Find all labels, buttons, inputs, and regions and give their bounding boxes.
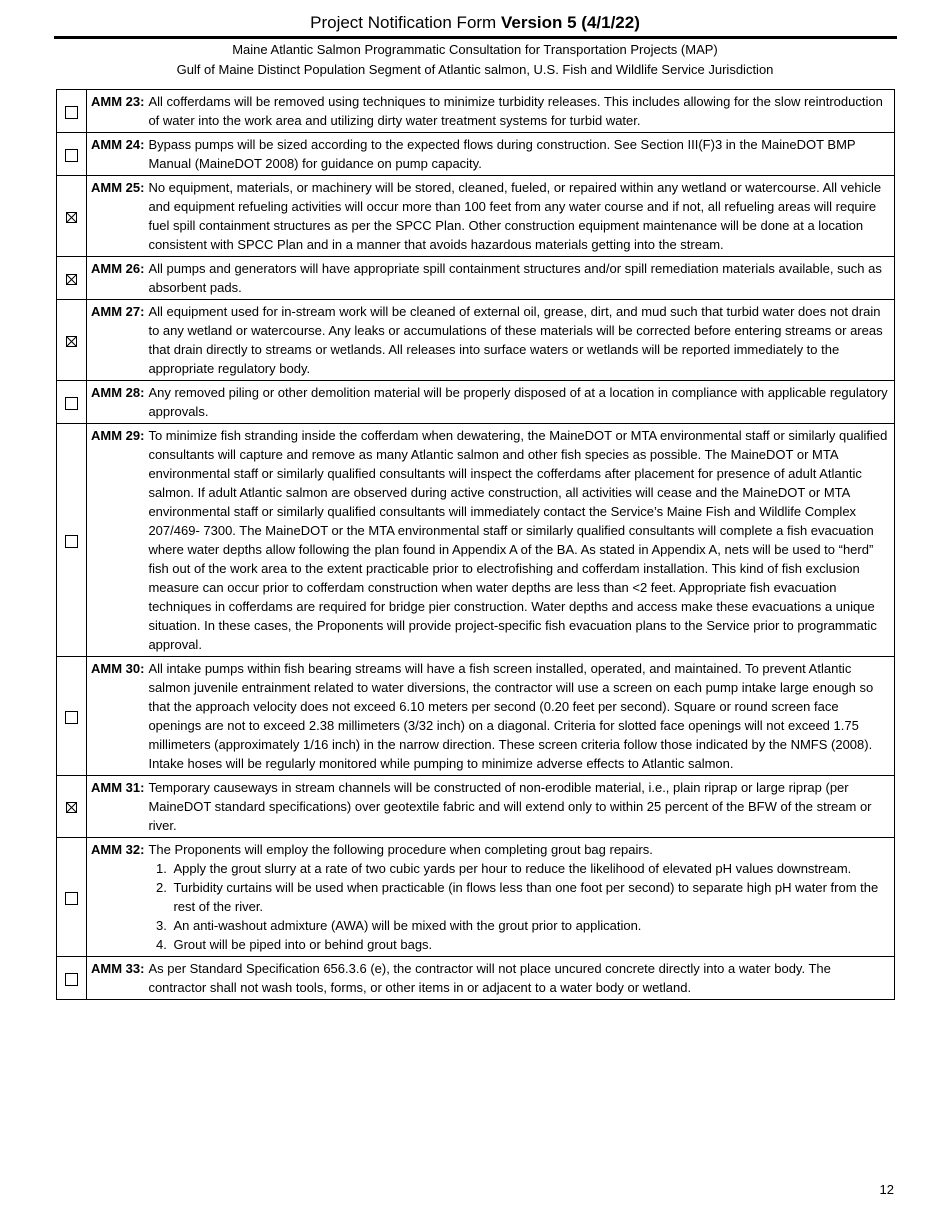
amm-row (57, 257, 895, 300)
amm-text-cell (87, 176, 895, 257)
amm-label: AMM 29: (91, 428, 145, 443)
amm-row (57, 957, 895, 1000)
amm-label: AMM 26: (91, 261, 145, 276)
page-number: 12 (879, 1182, 894, 1197)
unchecked-checkbox[interactable] (65, 711, 78, 724)
amm-row (57, 381, 895, 424)
amm-label: AMM 31: (91, 780, 145, 795)
amm-row (57, 90, 895, 133)
procedure-steps (148, 859, 890, 954)
checkbox-cell (57, 776, 87, 838)
amm-text-cell (87, 257, 895, 300)
checked-checkbox[interactable] (66, 802, 77, 813)
form-title-plain: Project Notification Form (310, 13, 497, 32)
subtitle-map: Maine Atlantic Salmon Programmatic Consultation for Transportation Projects (MAP) (232, 42, 718, 57)
amm-description: Bypass pumps will be sized according to the expected flows during construction. See Section III(F)3 in the MaineDOT BMP Manual (MaineDOT 2008) for guidance on pump capacity. (148, 137, 856, 171)
amm-row (57, 424, 895, 657)
checkbox-cell (57, 657, 87, 776)
amm-text-cell (87, 424, 895, 657)
amm-row (57, 176, 895, 257)
unchecked-checkbox[interactable] (65, 892, 78, 905)
checkbox-cell (57, 381, 87, 424)
unchecked-checkbox[interactable] (65, 973, 78, 986)
amm-description: To minimize fish stranding inside the cofferdam when dewatering, the MaineDOT or MTA environmental staff or similarly qualified consultants will capture and remove as many Atlantic salmon and other fish species as possible. The MaineDOT or MTA environmental staff or similarly qualified consultants will inspect the cofferdams after placement for presence of adult Atlantic salmon. If adult Atlantic salmon are observed during active construction, all activities will cease and the MaineDOT or MTA environmental staff or similarly qualified consultants will immediately contact the Service’s Maine Fish and Wildlife Complex 207/469- 7300. The MaineDOT or the MTA environmental staff or similarly qualified consultants will complete a fish evacuation where water depths allow following the plan found in Appendix A of the BA. As stated in Appendix A, nets will be used to “herd” fish out of the work area to the extent practicable prior to electrofishing and cofferdam installation. This kind of fish exclusion measure can occur prior to cofferdam construction when water depths are less than <2 feet. Appropriate fish evacuation techniques in cofferdams are required for bridge pier construction. Water depths and access make these evacuations a unique situation. In these cases, the Proponents will provide project-specific fish evacuation plans to the Service prior to programmatic approval. (148, 428, 888, 652)
unchecked-checkbox[interactable] (65, 535, 78, 548)
amm-row (57, 300, 895, 381)
amm-label: AMM 24: (91, 137, 145, 152)
amm-label: AMM 33: (91, 961, 145, 976)
amm-description: All cofferdams will be removed using techniques to minimize turbidity releases. This includes allowing for the slow reintroduction of water into the work area and utilizing dirty water treatment systems for turbid water. (148, 94, 883, 128)
checkbox-cell (57, 257, 87, 300)
procedure-step: 1. Apply the grout slurry at a rate of two cubic yards per hour to reduce the likelihood of elevated pH values downstream. (170, 859, 890, 878)
amm-description: Any removed piling or other demolition material will be properly disposed of at a location in compliance with applicable regulatory approvals. (148, 385, 888, 419)
amm-description: All pumps and generators will have appropriate spill containment structures and/or spill remediation materials available, such as absorbent pads. (148, 261, 882, 295)
amm-row (57, 776, 895, 838)
checkbox-cell (57, 176, 87, 257)
amm-label: AMM 32: (91, 842, 145, 857)
amm-description: All intake pumps within fish bearing streams will have a fish screen installed, operated, and maintained. To prevent Atlantic salmon juvenile entrainment related to water diversions, the contractor will use a screen on each pump intake large enough so that the approach velocity does not exceed 6.10 meters per second (0.20 feet per second). Square or round screen face openings are not to exceed 2.38 millimeters (3/32 inch) on a diagonal. Criteria for slotted face openings will not exceed 1.75 millimeters (approximately 1/16 inch) in the narrow direction. These screen criteria follow those indicated by the NMFS (2008). Intake hoses will be regularly monitored while pumping to minimize adverse effects to Atlantic salmon. (148, 661, 874, 771)
amm-text-cell (87, 90, 895, 133)
amm-label: AMM 30: (91, 661, 145, 676)
amm-description: As per Standard Specification 656.3.6 (e), the contractor will not place uncured concrete directly into a water body. The contractor shall not wash tools, forms, or other items in or adjacent to a water body or wetland. (148, 961, 831, 995)
procedure-step: 2. Turbidity curtains will be used when practicable (in flows less than one foot per second) to separate high pH water from the rest of the river. (170, 878, 890, 916)
unchecked-checkbox[interactable] (65, 397, 78, 410)
checkbox-cell (57, 133, 87, 176)
amm-label: AMM 25: (91, 180, 145, 195)
amm-label: AMM 23: (91, 94, 145, 109)
amm-row (57, 838, 895, 957)
amm-text-cell (87, 133, 895, 176)
checkbox-cell (57, 424, 87, 657)
amm-text-cell (87, 838, 895, 957)
amm-text-cell (87, 381, 895, 424)
amm-label: AMM 28: (91, 385, 145, 400)
checkbox-cell (57, 957, 87, 1000)
checkbox-cell (57, 90, 87, 133)
subtitle-jurisdiction: Gulf of Maine Distinct Population Segment of Atlantic salmon, U.S. Fish and Wildlife Service Jurisdiction (176, 62, 774, 77)
amm-text-cell (87, 300, 895, 381)
form-title (0, 12, 950, 34)
amm-description: The Proponents will employ the following procedure when completing grout bag repairs. (148, 842, 653, 857)
checked-checkbox[interactable] (66, 274, 77, 285)
procedure-step: 3. An anti-washout admixture (AWA) will be mixed with the grout prior to application. (170, 916, 890, 935)
checkbox-cell (57, 838, 87, 957)
amm-description: Temporary causeways in stream channels will be constructed of non-erodible material, i.e., plain riprap or large riprap (per MaineDOT standard specifications) over geotextile fabric and will extend only to within 25 percent of the BFW of the stream or river. (148, 780, 872, 833)
checkbox-cell (57, 300, 87, 381)
amm-row (57, 133, 895, 176)
amm-text-cell (87, 957, 895, 1000)
amm-checklist-table (56, 89, 895, 1000)
checked-checkbox[interactable] (66, 212, 77, 223)
amm-label: AMM 27: (91, 304, 145, 319)
amm-text-cell (87, 776, 895, 838)
amm-description: No equipment, materials, or machinery will be stored, cleaned, fueled, or repaired within any wetland or watercourse. All vehicle and equipment refueling activities will occur more than 100 feet from any water course and if not, all refueling areas will require fuel spill containment structures as per the SPCC Plan. Other construction equipment maintenance will be done at a location consistent with SPCC Plan and in a manner that avoids hazardous materials getting into the stream. (148, 180, 882, 252)
unchecked-checkbox[interactable] (65, 106, 78, 119)
amm-description: All equipment used for in-stream work will be cleaned of external oil, grease, dirt, and mud such that turbid water does not drain to any wetland or watercourse. Any leaks or accumulations of these materials will be corrected before entering streams or areas that drain directly to streams or wetlands. All releases into surface waters or wetlands will be reported immediately to the appropriate regulatory body. (148, 304, 883, 376)
unchecked-checkbox[interactable] (65, 149, 78, 162)
procedure-step: 4. Grout will be piped into or behind grout bags. (170, 935, 890, 954)
amm-row (57, 657, 895, 776)
header-rule (54, 36, 897, 39)
form-version: Version 5 (4/1/22) (500, 13, 640, 32)
amm-text-cell (87, 657, 895, 776)
checked-checkbox[interactable] (66, 336, 77, 347)
